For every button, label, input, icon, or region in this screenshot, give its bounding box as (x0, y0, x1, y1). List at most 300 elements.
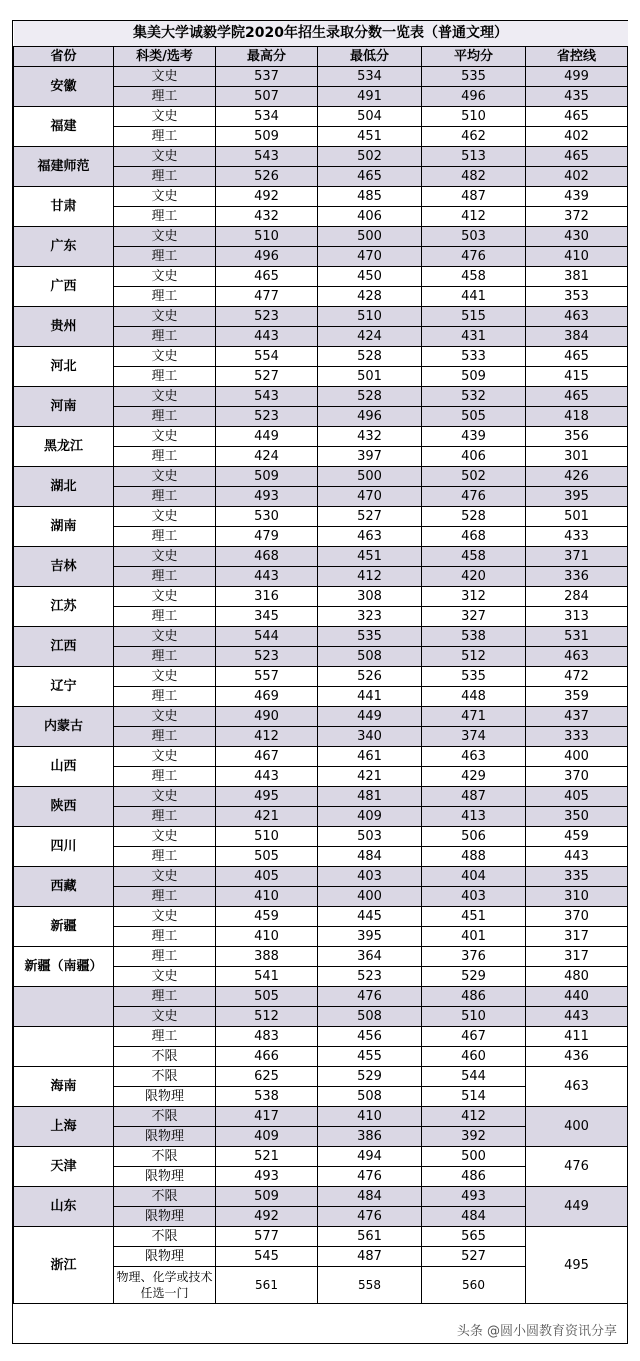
avg-score-cell: 431 (422, 327, 526, 347)
subject-cell: 理工 (114, 527, 216, 547)
max-score-cell: 543 (216, 387, 318, 407)
control-line-cell: 433 (526, 527, 628, 547)
subject-cell: 限物理 (114, 1207, 216, 1227)
min-score-cell: 535 (318, 627, 422, 647)
max-score-cell: 554 (216, 347, 318, 367)
max-score-cell: 523 (216, 647, 318, 667)
header-max: 最高分 (216, 47, 318, 67)
max-score-cell: 537 (216, 67, 318, 87)
control-line-cell: 370 (526, 767, 628, 787)
max-score-cell: 410 (216, 887, 318, 907)
min-score-cell: 424 (318, 327, 422, 347)
min-score-cell: 510 (318, 307, 422, 327)
avg-score-cell: 413 (422, 807, 526, 827)
min-score-cell: 476 (318, 1167, 422, 1187)
min-score-cell: 561 (318, 1227, 422, 1247)
max-score-cell: 625 (216, 1067, 318, 1087)
min-score-cell: 526 (318, 667, 422, 687)
subject-cell: 文史 (114, 187, 216, 207)
subject-cell: 文史 (114, 227, 216, 247)
avg-score-cell: 376 (422, 947, 526, 967)
avg-score-cell: 327 (422, 607, 526, 627)
province-cell: 西藏 (14, 867, 114, 907)
avg-score-cell: 496 (422, 87, 526, 107)
min-score-cell: 484 (318, 1187, 422, 1207)
control-line-cell: 426 (526, 467, 628, 487)
max-score-cell: 521 (216, 1147, 318, 1167)
table-row (14, 147, 628, 167)
subject-cell: 文史 (114, 507, 216, 527)
min-score-cell: 508 (318, 647, 422, 667)
subject-cell: 理工 (114, 167, 216, 187)
avg-score-cell: 403 (422, 887, 526, 907)
max-score-cell: 467 (216, 747, 318, 767)
max-score-cell: 424 (216, 447, 318, 467)
watermark: 头条 @圆小圆教育资讯分享 (456, 1324, 617, 1339)
subject-cell: 理工 (114, 247, 216, 267)
max-score-cell: 557 (216, 667, 318, 687)
subject-cell: 限物理 (114, 1247, 216, 1267)
avg-score-cell: 404 (422, 867, 526, 887)
control-line-cell: 449 (526, 1187, 628, 1227)
table-row (14, 107, 628, 127)
control-line-cell: 336 (526, 567, 628, 587)
control-line-cell: 465 (526, 107, 628, 127)
control-line-cell: 531 (526, 627, 628, 647)
control-line-cell: 405 (526, 787, 628, 807)
score-table (13, 21, 628, 1304)
avg-score-cell: 487 (422, 187, 526, 207)
control-line-cell: 465 (526, 347, 628, 367)
control-line-cell: 443 (526, 847, 628, 867)
max-score-cell: 410 (216, 927, 318, 947)
min-score-cell: 529 (318, 1067, 422, 1087)
province-cell: 山东 (14, 1187, 114, 1227)
max-score-cell: 465 (216, 267, 318, 287)
min-score-cell: 395 (318, 927, 422, 947)
max-score-cell: 543 (216, 147, 318, 167)
min-score-cell: 409 (318, 807, 422, 827)
avg-score-cell: 458 (422, 547, 526, 567)
avg-score-cell: 482 (422, 167, 526, 187)
control-line-cell: 472 (526, 667, 628, 687)
avg-score-cell: 505 (422, 407, 526, 427)
max-score-cell: 443 (216, 567, 318, 587)
min-score-cell: 476 (318, 987, 422, 1007)
min-score-cell: 397 (318, 447, 422, 467)
max-score-cell: 477 (216, 287, 318, 307)
control-line-cell: 440 (526, 987, 628, 1007)
province-cell: 山西 (14, 747, 114, 787)
province-cell: 陕西 (14, 787, 114, 827)
avg-score-cell: 467 (422, 1027, 526, 1047)
min-score-cell: 500 (318, 467, 422, 487)
subject-cell: 文史 (114, 467, 216, 487)
max-score-cell: 523 (216, 307, 318, 327)
subject-cell: 不限 (114, 1147, 216, 1167)
subject-cell: 不限 (114, 1067, 216, 1087)
max-score-cell: 530 (216, 507, 318, 527)
subject-cell: 文史 (114, 667, 216, 687)
min-score-cell: 463 (318, 527, 422, 547)
control-line-cell: 495 (526, 1227, 628, 1304)
avg-score-cell: 468 (422, 527, 526, 547)
min-score-cell: 528 (318, 387, 422, 407)
min-score-cell: 428 (318, 287, 422, 307)
header-control-line: 省控线 (526, 47, 628, 67)
table-row (14, 1187, 628, 1207)
table-row (14, 1107, 628, 1127)
avg-score-cell: 510 (422, 107, 526, 127)
min-score-cell: 487 (318, 1247, 422, 1267)
table-row (14, 987, 628, 1007)
control-line-cell: 436 (526, 1047, 628, 1067)
min-score-cell: 470 (318, 247, 422, 267)
subject-cell: 文史 (114, 427, 216, 447)
max-score-cell: 492 (216, 187, 318, 207)
avg-score-cell: 463 (422, 747, 526, 767)
control-line-cell: 501 (526, 507, 628, 527)
min-score-cell: 445 (318, 907, 422, 927)
province-cell: 福建 (14, 107, 114, 147)
subject-cell: 文史 (114, 867, 216, 887)
control-line-cell: 353 (526, 287, 628, 307)
max-score-cell: 541 (216, 967, 318, 987)
subject-cell: 文史 (114, 587, 216, 607)
avg-score-cell: 401 (422, 927, 526, 947)
subject-cell: 文史 (114, 147, 216, 167)
subject-cell: 理工 (114, 727, 216, 747)
province-cell: 江苏 (14, 587, 114, 627)
min-score-cell: 491 (318, 87, 422, 107)
subject-cell: 理工 (114, 947, 216, 967)
avg-score-cell: 528 (422, 507, 526, 527)
province-cell: 河北 (14, 347, 114, 387)
control-line-cell: 439 (526, 187, 628, 207)
province-cell: 广东 (14, 227, 114, 267)
control-line-cell: 402 (526, 167, 628, 187)
min-score-cell: 527 (318, 507, 422, 527)
control-line-cell: 359 (526, 687, 628, 707)
avg-score-cell: 538 (422, 627, 526, 647)
control-line-cell: 310 (526, 887, 628, 907)
min-score-cell: 406 (318, 207, 422, 227)
min-score-cell: 449 (318, 707, 422, 727)
subject-cell: 理工 (114, 887, 216, 907)
max-score-cell: 493 (216, 1167, 318, 1187)
table-row (14, 507, 628, 527)
province-cell: 吉林 (14, 547, 114, 587)
subject-cell: 物理、化学或技术任选一门 (114, 1267, 216, 1304)
avg-score-cell: 458 (422, 267, 526, 287)
table-row (14, 547, 628, 567)
subject-cell: 理工 (114, 487, 216, 507)
table-row (14, 187, 628, 207)
subject-cell: 理工 (114, 407, 216, 427)
max-score-cell: 526 (216, 167, 318, 187)
min-score-cell: 501 (318, 367, 422, 387)
subject-cell: 限物理 (114, 1127, 216, 1147)
avg-score-cell: 544 (422, 1067, 526, 1087)
control-line-cell: 415 (526, 367, 628, 387)
subject-cell: 理工 (114, 287, 216, 307)
max-score-cell: 509 (216, 127, 318, 147)
avg-score-cell: 451 (422, 907, 526, 927)
avg-score-cell: 471 (422, 707, 526, 727)
min-score-cell: 476 (318, 1207, 422, 1227)
max-score-cell: 412 (216, 727, 318, 747)
subject-cell: 理工 (114, 807, 216, 827)
control-line-cell: 465 (526, 147, 628, 167)
max-score-cell: 509 (216, 1187, 318, 1207)
subject-cell: 不限 (114, 1107, 216, 1127)
control-line-cell: 333 (526, 727, 628, 747)
avg-score-cell: 503 (422, 227, 526, 247)
control-line-cell: 371 (526, 547, 628, 567)
control-line-cell: 395 (526, 487, 628, 507)
subject-cell: 理工 (114, 1027, 216, 1047)
min-score-cell: 456 (318, 1027, 422, 1047)
province-cell: 辽宁 (14, 667, 114, 707)
control-line-cell: 410 (526, 247, 628, 267)
subject-cell: 文史 (114, 307, 216, 327)
control-line-cell: 430 (526, 227, 628, 247)
avg-score-cell: 392 (422, 1127, 526, 1147)
subject-cell: 文史 (114, 387, 216, 407)
control-line-cell: 381 (526, 267, 628, 287)
subject-cell: 理工 (114, 687, 216, 707)
control-line-cell: 499 (526, 67, 628, 87)
max-score-cell: 417 (216, 1107, 318, 1127)
avg-score-cell: 493 (422, 1187, 526, 1207)
min-score-cell: 504 (318, 107, 422, 127)
min-score-cell: 400 (318, 887, 422, 907)
min-score-cell: 508 (318, 1087, 422, 1107)
province-cell: 河南 (14, 387, 114, 427)
avg-score-cell: 460 (422, 1047, 526, 1067)
province-cell: 新疆 (14, 907, 114, 947)
avg-score-cell: 448 (422, 687, 526, 707)
avg-score-cell: 509 (422, 367, 526, 387)
subject-cell: 理工 (114, 327, 216, 347)
min-score-cell: 558 (318, 1267, 422, 1304)
avg-score-cell: 441 (422, 287, 526, 307)
control-line-cell: 476 (526, 1147, 628, 1187)
control-line-cell: 356 (526, 427, 628, 447)
max-score-cell: 523 (216, 407, 318, 427)
province-cell: 安徽 (14, 67, 114, 107)
table-row (14, 867, 628, 887)
min-score-cell: 481 (318, 787, 422, 807)
max-score-cell: 545 (216, 1247, 318, 1267)
table-row (14, 67, 628, 87)
min-score-cell: 432 (318, 427, 422, 447)
control-line-cell: 384 (526, 327, 628, 347)
avg-score-cell: 476 (422, 247, 526, 267)
control-line-cell: 402 (526, 127, 628, 147)
control-line-cell: 284 (526, 587, 628, 607)
table-row (14, 747, 628, 767)
header-province: 省份 (14, 47, 114, 67)
subject-cell: 理工 (114, 87, 216, 107)
subject-cell: 文史 (114, 787, 216, 807)
max-score-cell: 505 (216, 987, 318, 1007)
avg-score-cell: 502 (422, 467, 526, 487)
province-cell: 黑龙江 (14, 427, 114, 467)
avg-score-cell: 412 (422, 1107, 526, 1127)
control-line-cell: 411 (526, 1027, 628, 1047)
max-score-cell: 479 (216, 527, 318, 547)
avg-score-cell: 420 (422, 567, 526, 587)
min-score-cell: 502 (318, 147, 422, 167)
subject-cell: 文史 (114, 107, 216, 127)
avg-score-cell: 515 (422, 307, 526, 327)
max-score-cell: 405 (216, 867, 318, 887)
subject-cell: 限物理 (114, 1167, 216, 1187)
subject-cell: 理工 (114, 847, 216, 867)
min-score-cell: 500 (318, 227, 422, 247)
control-line-cell: 301 (526, 447, 628, 467)
subject-cell: 理工 (114, 987, 216, 1007)
province-cell: 上海 (14, 1107, 114, 1147)
max-score-cell: 432 (216, 207, 318, 227)
subject-cell: 理工 (114, 127, 216, 147)
table-row (14, 427, 628, 447)
table-row (14, 347, 628, 367)
subject-cell: 不限 (114, 1047, 216, 1067)
subject-cell: 文史 (114, 627, 216, 647)
control-line-cell: 465 (526, 387, 628, 407)
table-row (14, 467, 628, 487)
subject-cell: 文史 (114, 827, 216, 847)
subject-cell: 文史 (114, 67, 216, 87)
subject-cell: 理工 (114, 447, 216, 467)
max-score-cell: 507 (216, 87, 318, 107)
province-cell: 甘肃 (14, 187, 114, 227)
min-score-cell: 503 (318, 827, 422, 847)
min-score-cell: 410 (318, 1107, 422, 1127)
province-cell: 贵州 (14, 307, 114, 347)
table-row (14, 1147, 628, 1167)
control-line-cell: 372 (526, 207, 628, 227)
table-row (14, 587, 628, 607)
avg-score-cell: 513 (422, 147, 526, 167)
subject-cell: 理工 (114, 767, 216, 787)
max-score-cell: 388 (216, 947, 318, 967)
control-line-cell: 400 (526, 747, 628, 767)
avg-score-cell: 500 (422, 1147, 526, 1167)
max-score-cell: 443 (216, 767, 318, 787)
control-line-cell: 463 (526, 307, 628, 327)
table-row (14, 827, 628, 847)
avg-score-cell: 486 (422, 987, 526, 1007)
max-score-cell: 316 (216, 587, 318, 607)
max-score-cell: 509 (216, 467, 318, 487)
subject-cell: 文史 (114, 547, 216, 567)
control-line-cell: 350 (526, 807, 628, 827)
subject-cell: 理工 (114, 607, 216, 627)
min-score-cell: 534 (318, 67, 422, 87)
table-row (14, 1027, 628, 1047)
table-row (14, 947, 628, 967)
province-cell: 湖南 (14, 507, 114, 547)
control-line-cell: 437 (526, 707, 628, 727)
max-score-cell: 469 (216, 687, 318, 707)
avg-score-cell: 484 (422, 1207, 526, 1227)
header-avg: 平均分 (422, 47, 526, 67)
min-score-cell: 364 (318, 947, 422, 967)
min-score-cell: 494 (318, 1147, 422, 1167)
province-cell: 福建师范 (14, 147, 114, 187)
avg-score-cell: 312 (422, 587, 526, 607)
min-score-cell: 323 (318, 607, 422, 627)
min-score-cell: 470 (318, 487, 422, 507)
avg-score-cell: 532 (422, 387, 526, 407)
max-score-cell: 492 (216, 1207, 318, 1227)
control-line-cell: 370 (526, 907, 628, 927)
province-cell: 内蒙古 (14, 707, 114, 747)
max-score-cell: 510 (216, 827, 318, 847)
min-score-cell: 451 (318, 547, 422, 567)
max-score-cell: 527 (216, 367, 318, 387)
control-line-cell: 463 (526, 1067, 628, 1107)
avg-score-cell: 462 (422, 127, 526, 147)
province-cell: 江西 (14, 627, 114, 667)
min-score-cell: 465 (318, 167, 422, 187)
province-cell: 湖北 (14, 467, 114, 507)
subject-cell: 文史 (114, 347, 216, 367)
province-cell (14, 987, 114, 1027)
avg-score-cell: 535 (422, 667, 526, 687)
max-score-cell: 512 (216, 1007, 318, 1027)
control-line-cell: 443 (526, 1007, 628, 1027)
footer (13, 1313, 627, 1343)
province-cell: 新疆（南疆） (14, 947, 114, 987)
min-score-cell: 340 (318, 727, 422, 747)
control-line-cell: 313 (526, 607, 628, 627)
max-score-cell: 490 (216, 707, 318, 727)
control-line-cell: 463 (526, 647, 628, 667)
table-row (14, 227, 628, 247)
avg-score-cell: 476 (422, 487, 526, 507)
table-row (14, 787, 628, 807)
min-score-cell: 496 (318, 407, 422, 427)
min-score-cell: 386 (318, 1127, 422, 1147)
table-title: 集美大学诚毅学院2020年招生录取分数一览表（普通文理） (14, 21, 628, 47)
min-score-cell: 455 (318, 1047, 422, 1067)
min-score-cell: 421 (318, 767, 422, 787)
control-line-cell: 317 (526, 947, 628, 967)
score-sheet (12, 20, 628, 1344)
max-score-cell: 345 (216, 607, 318, 627)
table-row (14, 907, 628, 927)
max-score-cell: 577 (216, 1227, 318, 1247)
max-score-cell: 534 (216, 107, 318, 127)
table-row (14, 307, 628, 327)
avg-score-cell: 412 (422, 207, 526, 227)
subject-cell: 理工 (114, 367, 216, 387)
control-line-cell: 435 (526, 87, 628, 107)
min-score-cell: 528 (318, 347, 422, 367)
table-row (14, 707, 628, 727)
min-score-cell: 484 (318, 847, 422, 867)
max-score-cell: 510 (216, 227, 318, 247)
max-score-cell: 421 (216, 807, 318, 827)
avg-score-cell: 565 (422, 1227, 526, 1247)
max-score-cell: 544 (216, 627, 318, 647)
avg-score-cell: 514 (422, 1087, 526, 1107)
avg-score-cell: 527 (422, 1247, 526, 1267)
